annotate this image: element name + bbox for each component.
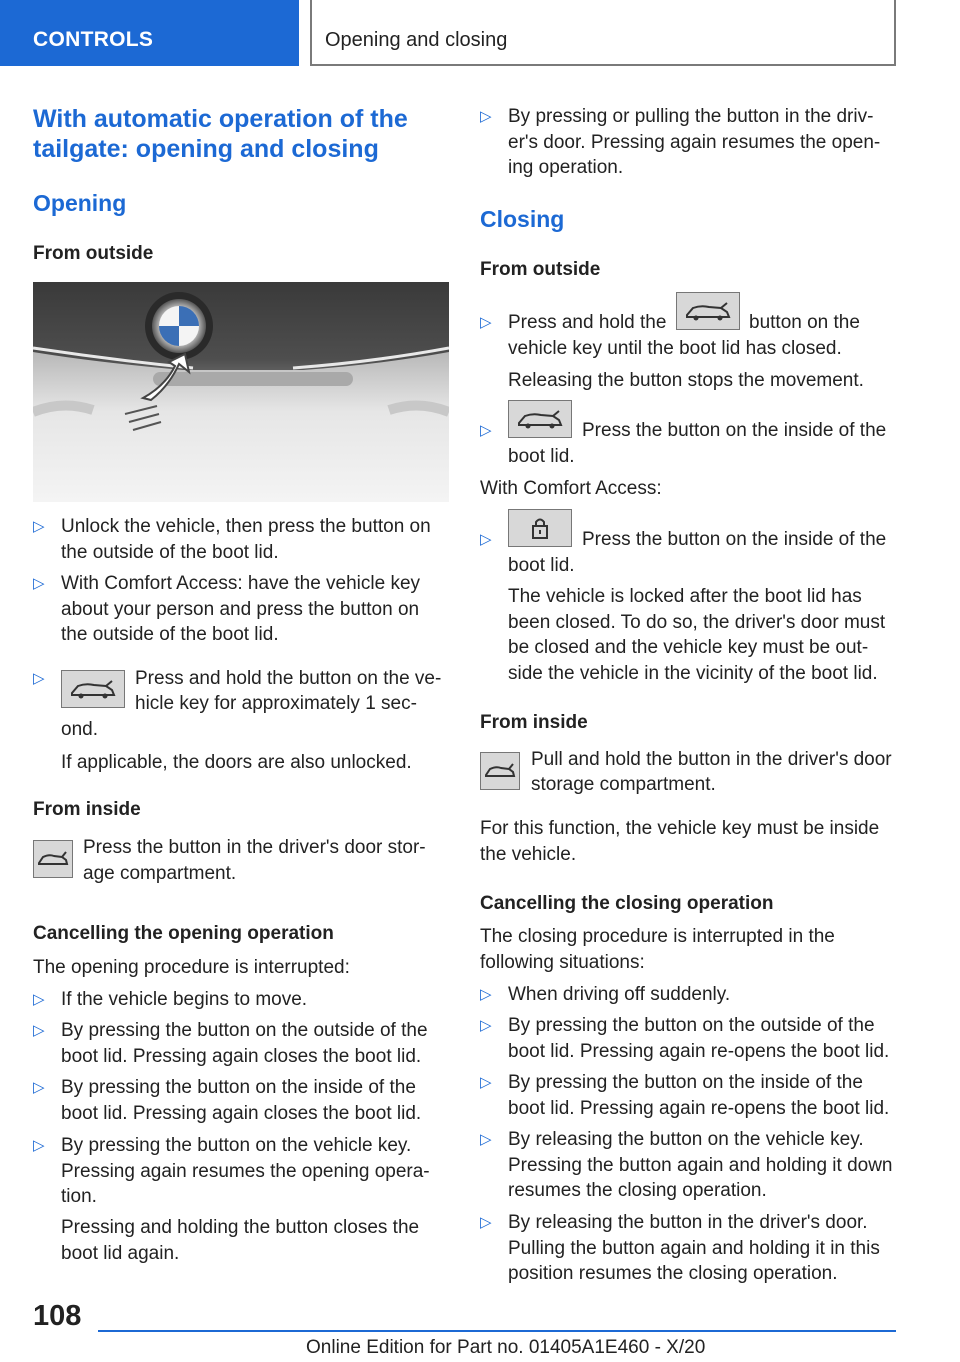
car-tailgate-icon xyxy=(61,670,125,708)
car-tailgate-icon xyxy=(508,400,572,438)
bullet-icon: ▷ xyxy=(480,1017,492,1034)
list-item: ▷ By pressing the button on the inside of the boot lid. Pressing again re-opens the boot lid. xyxy=(480,1072,890,1119)
car-tailgate-icon xyxy=(33,840,73,878)
header-divider-left xyxy=(310,0,312,66)
from-inside-heading: From inside xyxy=(33,799,141,820)
bullet-icon: ▷ xyxy=(480,531,492,548)
header-divider-right xyxy=(894,0,896,66)
car-tailgate-icon xyxy=(480,752,520,790)
header-underline xyxy=(310,64,896,66)
bullet-icon: ▷ xyxy=(480,986,492,1003)
tailgate-illustration xyxy=(33,282,449,502)
list-item: ▷ By pressing the button on the vehicle key. Pressing again resumes the opening opera-tion. xyxy=(33,1135,430,1207)
bullet-icon: ▷ xyxy=(480,314,492,331)
bullet-icon: ▷ xyxy=(480,108,492,125)
page-number: 108 xyxy=(33,1300,82,1332)
bullet-icon: ▷ xyxy=(480,422,492,439)
list-item: ▷ When driving off suddenly. xyxy=(480,982,896,1008)
page-header xyxy=(0,0,960,66)
list-item: ▷ With Comfort Access: have the vehicle key about your person and press the button on the outside of the boot lid. xyxy=(33,573,421,645)
lock-icon xyxy=(508,509,572,547)
bullet-icon: ▷ xyxy=(480,1131,492,1148)
tailgate-illustration-svg xyxy=(33,282,449,502)
cancel-closing-heading: Cancelling the closing operation xyxy=(480,893,774,914)
bullet-icon: ▷ xyxy=(33,991,45,1008)
from-outside-heading: From outside xyxy=(480,259,601,280)
list-item: ▷ If the vehicle begins to move. xyxy=(33,987,449,1013)
closing-heading: Closing xyxy=(480,206,565,232)
bullet-icon: ▷ xyxy=(33,518,45,535)
from-inside-heading: From inside xyxy=(480,712,588,733)
bullet-icon: ▷ xyxy=(33,1079,45,1096)
bullet-icon: ▷ xyxy=(33,575,45,592)
bullet-icon: ▷ xyxy=(33,1022,45,1039)
bullet-icon: ▷ xyxy=(33,1137,45,1154)
list-item: ▷ By pressing the button on the outside of the boot lid. Pressing again re-opens the boot lid. xyxy=(480,1015,890,1062)
list-item: ▷ By pressing the button on the outside of the boot lid. Pressing again closes the boot lid. xyxy=(33,1020,428,1067)
bullet-icon: ▷ xyxy=(480,1074,492,1091)
from-outside-heading: From outside xyxy=(33,243,154,264)
bullet-icon: ▷ xyxy=(33,670,45,687)
section-label: CONTROLS xyxy=(33,28,154,51)
list-item: ▷ Unlock the vehicle, then press the button on the outside of the boot lid. xyxy=(33,516,431,563)
list-item: ▷ By releasing the button in the driver's door. Pulling the button again and holding it in this position resumes the closing operation. xyxy=(480,1212,880,1284)
list-item: ▷ By pressing or pulling the button in the driv-er's door. Pressing again resumes the open-ing operation. xyxy=(480,106,881,178)
opening-heading: Opening xyxy=(33,190,127,216)
list-item: ▷ By releasing the button on the vehicle key. Pressing the button again and holding it down resumes the closing operation. xyxy=(480,1129,893,1201)
footer-edition: Online Edition for Part no. 01405A1E460 - X/20 xyxy=(306,1337,706,1358)
section-heading: With automatic operation of the tailgate: opening and closing xyxy=(33,105,408,163)
car-tailgate-icon xyxy=(676,292,740,330)
section-tab xyxy=(0,0,299,66)
footer-divider xyxy=(98,1330,896,1332)
list-item: ▷ By pressing the button on the inside of the boot lid. Pressing again closes the boot lid. xyxy=(33,1077,422,1124)
cancel-opening-heading: Cancelling the opening operation xyxy=(33,923,334,944)
page-title: Opening and closing xyxy=(325,29,508,51)
bullet-icon: ▷ xyxy=(480,1214,492,1231)
